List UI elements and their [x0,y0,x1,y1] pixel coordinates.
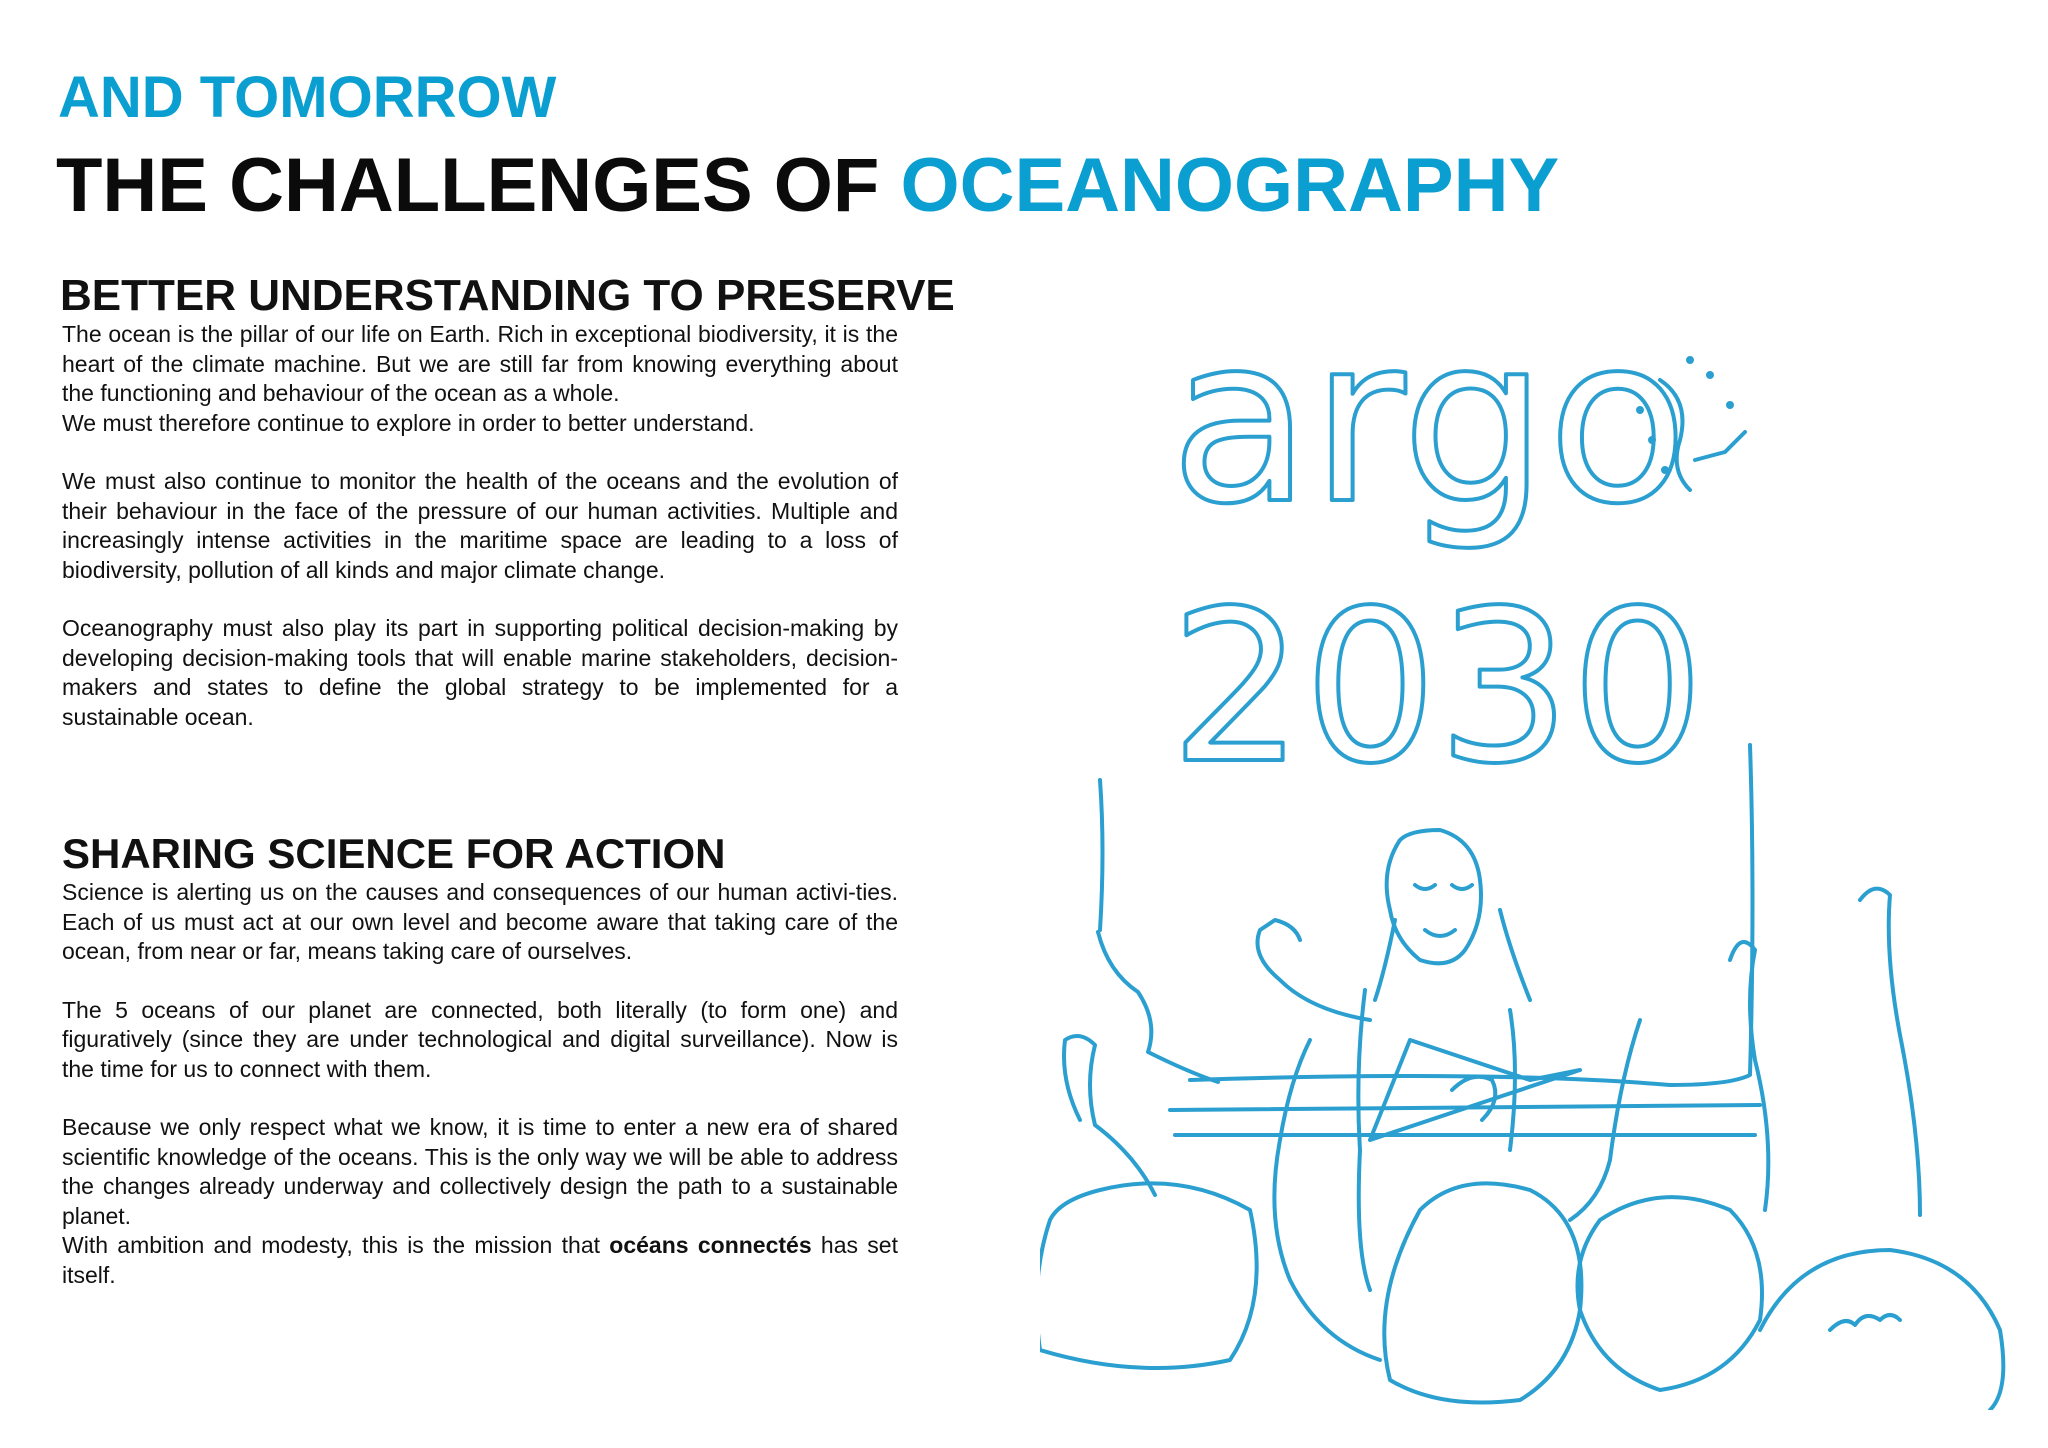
paragraph: We must also continue to monitor the health of the oceans and the evolution of their behaviour in the face of the pressure of our human activities. Multiple and increasingly intense activities in the maritime space are leading to a loss of biodiversity, pollution of all kinds and major climate change. [62,468,898,583]
section-sharing-science [62,830,898,1319]
logo-2030: 2030 [1170,565,1705,810]
paragraph: Science is alerting us on the causes and consequences of our human activi-ties. Each of us must act at our own level and become aware that taking care of the ocean, from near or far, means taking care of ourselves. [62,879,898,964]
title-main: THE CHALLENGES OF [56,143,901,228]
student-head [1384,1183,1581,1402]
paragraph: The 5 oceans of our planet are connected, both literally (to form one) and figuratively (since they are under technological and digital surveillance). Now is the time for us to connect with them. [62,996,898,1082]
logo-argo: argo [1170,320,1689,555]
student-head [1760,1250,2003,1410]
paragraph: Because we only respect what we know, it is time to enter a new era of shared scientific knowledge of the oceans. This is the only way we will be able to address the changes already underway and collectively design the path to a sustainable planet. [62,1114,898,1229]
paragraph: Oceanography must also play its part in supporting political decision-making by developing decision-making tools that will enable marine stakeholders, decision-makers and states to define the global strategy to be implemented for a sustainable ocean. [62,615,898,730]
section-kicker: AND TOMORROW [58,65,557,130]
student-head [1578,1197,1763,1390]
section-heading: BETTER UNDERSTANDING TO PRESERVE [60,271,955,320]
teacher-figure [1258,830,1581,1290]
section-heading: SHARING SCIENCE FOR ACTION [62,830,726,877]
raised-arm [1860,889,1920,1215]
title-accent: OCEANOGRAPHY [900,143,1560,228]
argo-2030-illustration [1040,320,2020,1410]
board-left [1098,780,1218,1082]
page-title [56,140,1559,232]
paragraph: We must therefore continue to explore in order to better understand. [62,409,755,436]
paragraph-text: has set itself. [62,1232,898,1288]
paragraph: The ocean is the pillar of our life on Earth. Rich in exceptional biodiversity, it is the heart of the climate machine. But we are still far from knowing everything about the functioning and behaviour of the ocean as a whole. [62,321,898,406]
raised-hand-left [1064,1036,1155,1195]
paragraph-text: With ambition and modesty, this is the mission that [62,1232,610,1258]
paragraph [62,1231,898,1290]
raised-arm [1570,1020,1640,1220]
brand-name: océans connectés [609,1232,812,1258]
student-hair [1830,1315,1900,1330]
raised-arm [1274,1040,1380,1360]
student-head [1040,1183,1257,1368]
classroom-sketch-icon [1040,320,2020,1410]
section-better-understanding [60,271,955,761]
